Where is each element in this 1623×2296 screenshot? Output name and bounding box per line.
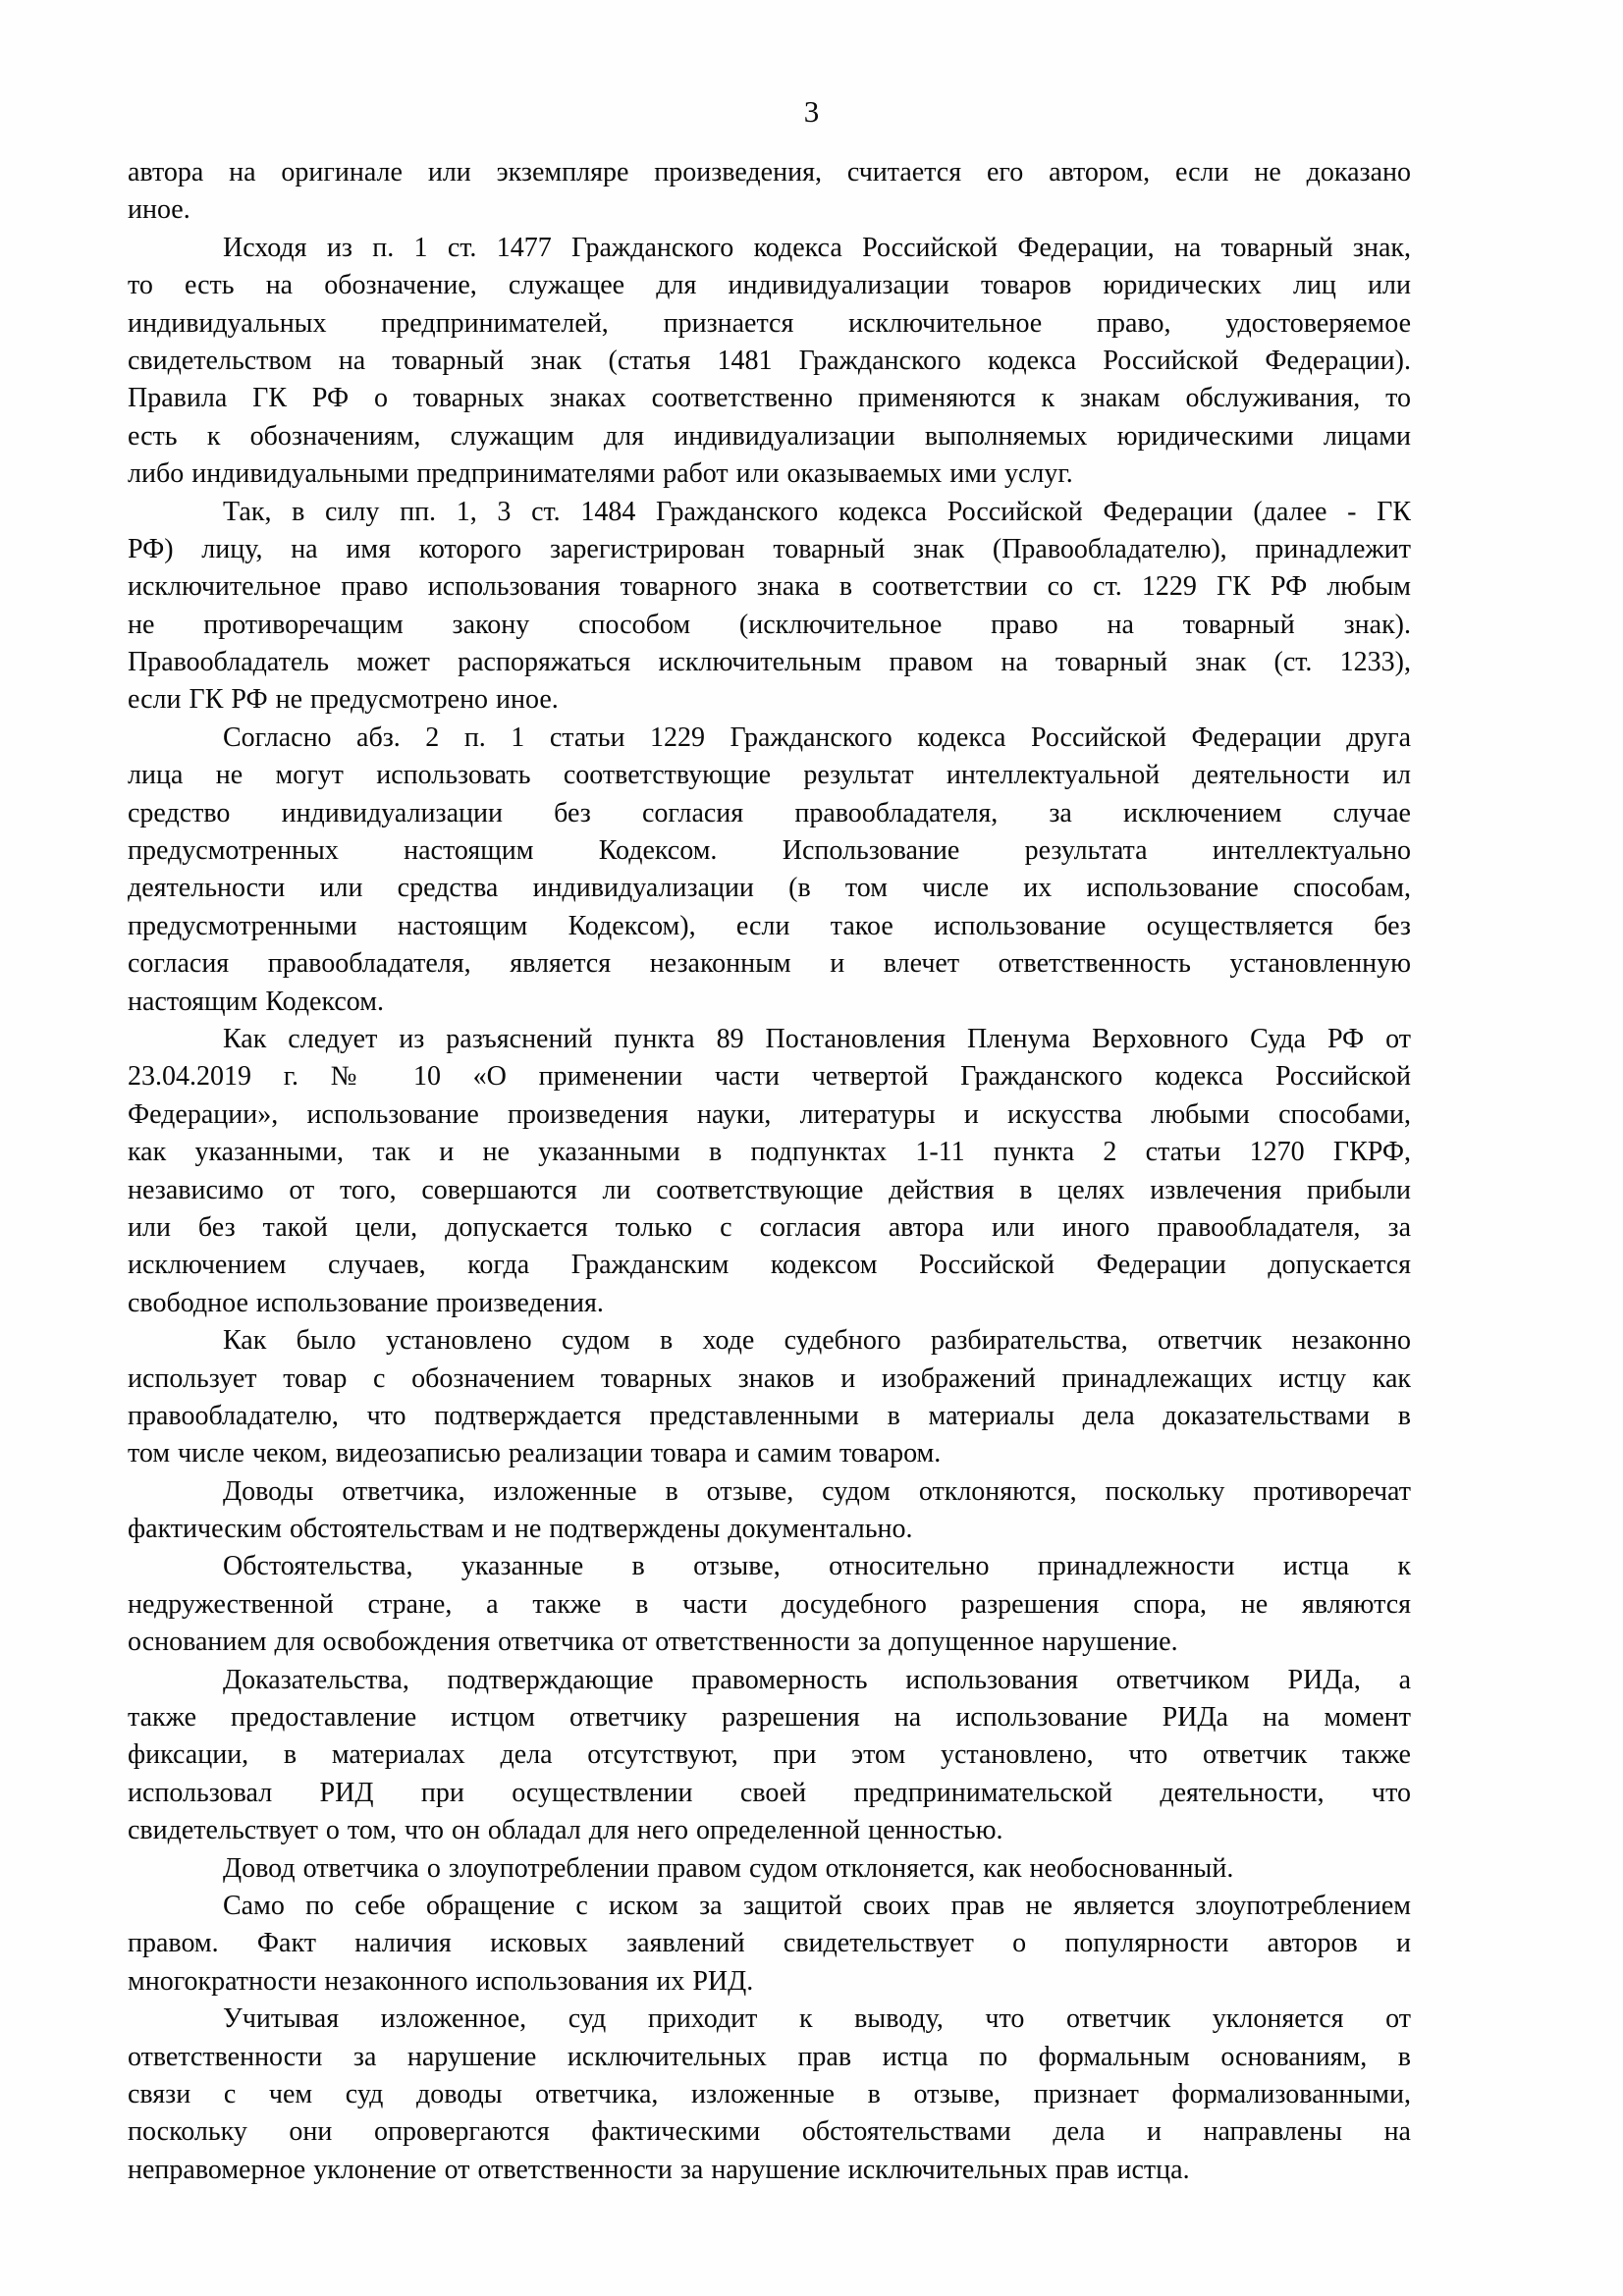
paragraph xyxy=(128,1850,1411,1888)
text-line: Правила ГК РФ о товарных знаках соответственно применяются к знакам обслуживания, то xyxy=(128,383,1411,414)
text-line: независимо от того, совершаются ли соответствующие действия в целях извлечения прибыли xyxy=(128,1174,1411,1205)
text-line: если ГК РФ не предусмотрено иное. xyxy=(128,684,559,716)
paragraph xyxy=(128,1021,1411,1322)
text-line: связи с чем суд доводы ответчика, изложенные в отзыве, признает формализованными, xyxy=(128,2078,1411,2109)
text-line: неправомерное уклонение от ответственности за нарушение исключительных прав истца. xyxy=(128,2154,1190,2185)
text-line: Доказательства, подтверждающие правомерность использования ответчиком РИДа, а xyxy=(223,1664,1411,1695)
paragraph xyxy=(128,2001,1411,2189)
text-line: автора на оригинале или экземпляре произведения, считается его автором, если не доказано xyxy=(128,157,1411,187)
text-line: предусмотренными настоящим Кодексом), если такое использование осуществляется без xyxy=(128,910,1411,941)
text-line: правообладателю, что подтверждается представленными в материалы дела доказательствами в xyxy=(128,1400,1411,1431)
paragraph xyxy=(128,1662,1411,1850)
text-line: Доводы ответчика, изложенные в отзыве, судом отклоняются, поскольку противоречат xyxy=(223,1475,1411,1507)
text-line: Обстоятельства, указанные в отзыве, относительно принадлежности истца к xyxy=(223,1551,1411,1582)
text-line: 23.04.2019 г. № 10 «О применении части четвертой Гражданского кодекса Российской xyxy=(128,1061,1411,1093)
text-line: Довод ответчика о злоупотреблении правом судом отклоняется, как необоснованный. xyxy=(223,1852,1234,1884)
text-line: средство индивидуализации без согласия правообладателя, за исключением случае xyxy=(128,797,1411,828)
text-line: предусмотренных настоящим Кодексом. Использование результата интеллектуально xyxy=(128,835,1411,867)
text-line: недружественной стране, а также в части досудебного разрешения спора, не являются xyxy=(128,1588,1411,1620)
paragraph xyxy=(128,720,1411,1021)
text-line: многократности незаконного использования их РИД. xyxy=(128,1965,754,1997)
text-line: Как следует из разъяснений пункта 89 Постановления Пленума Верховного Суда РФ от xyxy=(223,1023,1411,1054)
text-line: либо индивидуальными предпринимателями работ или оказываемых ими услуг. xyxy=(128,458,1073,490)
text-line: фиксации, в материалах дела отсутствуют, при этом установлено, что ответчик также xyxy=(128,1739,1411,1771)
text-line: том числе чеком, видеозаписью реализации товара и самим товаром. xyxy=(128,1438,942,1469)
paragraph xyxy=(128,1888,1411,2001)
text-line: свидетельствует о том, что он обладал для него определенной ценностью. xyxy=(128,1815,1003,1846)
text-line: Учитывая изложенное, суд приходит к выводу, что ответчик уклоняется от xyxy=(223,2003,1411,2035)
text-line: основанием для освобождения ответчика от ответственности за допущенное нарушение. xyxy=(128,1627,1178,1658)
text-line: ответственности за нарушение исключительных прав истца по формальным основаниям, в xyxy=(128,2041,1411,2072)
text-line: свидетельством на товарный знак (статья 1481 Гражданского кодекса Российской Федерации). xyxy=(128,345,1411,376)
text-line: фактическим обстоятельствам и не подтверждены документально. xyxy=(128,1514,913,1545)
text-line: Само по себе обращение с иском за защитой своих прав не является злоупотреблением xyxy=(223,1890,1411,1921)
text-line: иное. xyxy=(128,194,190,226)
paragraph xyxy=(128,1322,1411,1473)
document-text xyxy=(128,154,1411,2189)
text-line: также предоставление истцом ответчику разрешения на использование РИДа на момент xyxy=(128,1702,1411,1734)
text-line: свободное использование произведения. xyxy=(128,1287,604,1318)
text-line: то есть на обозначение, служащее для индивидуализации товаров юридических лиц или xyxy=(128,270,1411,301)
text-line: использует товар с обозначением товарных знаков и изображений принадлежащих истцу как xyxy=(128,1362,1411,1394)
text-line: лица не могут использовать соответствующие результат интеллектуальной деятельности ил xyxy=(128,760,1411,791)
text-line: или без такой цели, допускается только с согласия автора или иного правообладателя, за xyxy=(128,1211,1411,1243)
text-line: Правообладатель может распоряжаться исключительным правом на товарный знак (ст. 1233), xyxy=(128,647,1411,678)
text-line: деятельности или средства индивидуализации (в том числе их использование способам, xyxy=(128,873,1411,904)
page-number: 3 xyxy=(803,94,820,129)
text-line: использовал РИД при осуществлении своей предпринимательской деятельности, что xyxy=(128,1777,1411,1808)
text-line: РФ) лицу, на имя которого зарегистрирован товарный знак (Правообладателю), принадлежит xyxy=(128,533,1411,564)
text-line: есть к обозначениям, служащим для индивидуализации выполняемых юридическими лицами xyxy=(128,420,1411,452)
text-line: согласия правообладателя, является незаконным и влечет ответственность установленную xyxy=(128,948,1411,980)
text-line: Исходя из п. 1 ст. 1477 Гражданского кодекса Российской Федерации, на товарный знак, xyxy=(223,232,1411,263)
text-line: Как было установлено судом в ходе судебного разбирательства, ответчик незаконно xyxy=(223,1325,1411,1357)
text-line: Согласно абз. 2 п. 1 статьи 1229 Гражданского кодекса Российской Федерации друга xyxy=(223,721,1411,753)
paragraph xyxy=(128,230,1411,494)
text-line: индивидуальных предпринимателей, признается исключительное право, удостоверяемое xyxy=(128,307,1411,339)
text-line: настоящим Кодексом. xyxy=(128,986,384,1017)
paragraph xyxy=(128,494,1411,720)
text-line: не противоречащим закону способом (исключительное право на товарный знак). xyxy=(128,609,1411,640)
paragraph xyxy=(128,1548,1411,1661)
text-line: Федерации», использование произведения науки, литературы и искусства любыми способами, xyxy=(128,1098,1411,1130)
paragraph xyxy=(128,154,1411,230)
paragraph xyxy=(128,1473,1411,1549)
text-line: исключением случаев, когда Гражданским кодексом Российской Федерации допускается xyxy=(128,1250,1411,1281)
text-line: Так, в силу пп. 1, 3 ст. 1484 Гражданского кодекса Российской Федерации (далее - ГК xyxy=(223,496,1411,527)
text-line: как указанными, так и не указанными в подпунктах 1-11 пункта 2 статьи 1270 ГКРФ, xyxy=(128,1137,1411,1168)
text-line: правом. Факт наличия исковых заявлений свидетельствует о популярности авторов и xyxy=(128,1928,1411,1959)
text-line: поскольку они опровергаются фактическими обстоятельствами дела и направлены на xyxy=(128,2116,1411,2148)
text-line: исключительное право использования товарного знака в соответствии со ст. 1229 ГК РФ любым xyxy=(128,571,1411,603)
